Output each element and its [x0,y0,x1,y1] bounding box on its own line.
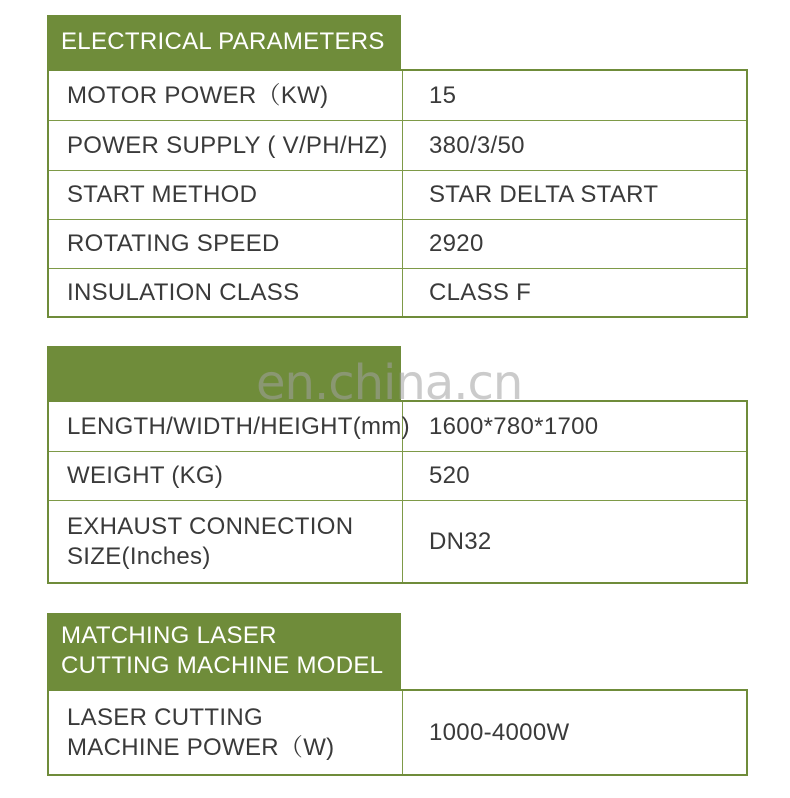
row-value: DN32 [429,527,492,555]
row-label: LENGTH/WIDTH/HEIGHT(mm) [49,402,403,451]
row-value: 2920 [429,230,484,257]
row-label: ROTATING SPEED [49,220,403,268]
row-value: 380/3/50 [429,131,525,159]
row-label: MOTOR POWER（KW) [49,71,403,120]
row-value: 15 [429,81,457,109]
table-row [49,691,746,774]
table-row [49,120,746,170]
row-label: INSULATION CLASS [49,269,403,316]
row-value: STAR DELTA START [429,181,659,208]
matching-machine-table [47,689,748,776]
section-header-matching: MATCHING LASER CUTTING MACHINE MODEL [47,613,401,689]
table-row [49,71,746,120]
row-label: START METHOD [49,171,403,219]
row-label: WEIGHT (KG) [49,452,403,500]
table-row [49,500,746,582]
table-row [49,268,746,316]
watermark-text: en.china.cn [256,355,523,411]
row-label: EXHAUST CONNECTION SIZE(Inches) [49,501,403,582]
section-header-electrical: ELECTRICAL PARAMETERS [47,15,401,69]
row-value: CLASS F [429,278,532,306]
row-label: POWER SUPPLY ( V/PH/HZ) [49,121,403,170]
dimensions-table [47,400,748,584]
table-row [49,219,746,268]
row-value: 520 [429,462,470,489]
row-value: 1600*780*1700 [429,412,599,440]
table-row [49,170,746,219]
electrical-parameters-table [47,69,748,318]
row-value: 1000-4000W [429,718,570,746]
row-label: LASER CUTTING MACHINE POWER（W) [49,691,403,774]
table-row [49,451,746,500]
matching-machine-section [47,613,748,776]
electrical-parameters-section [47,15,748,318]
